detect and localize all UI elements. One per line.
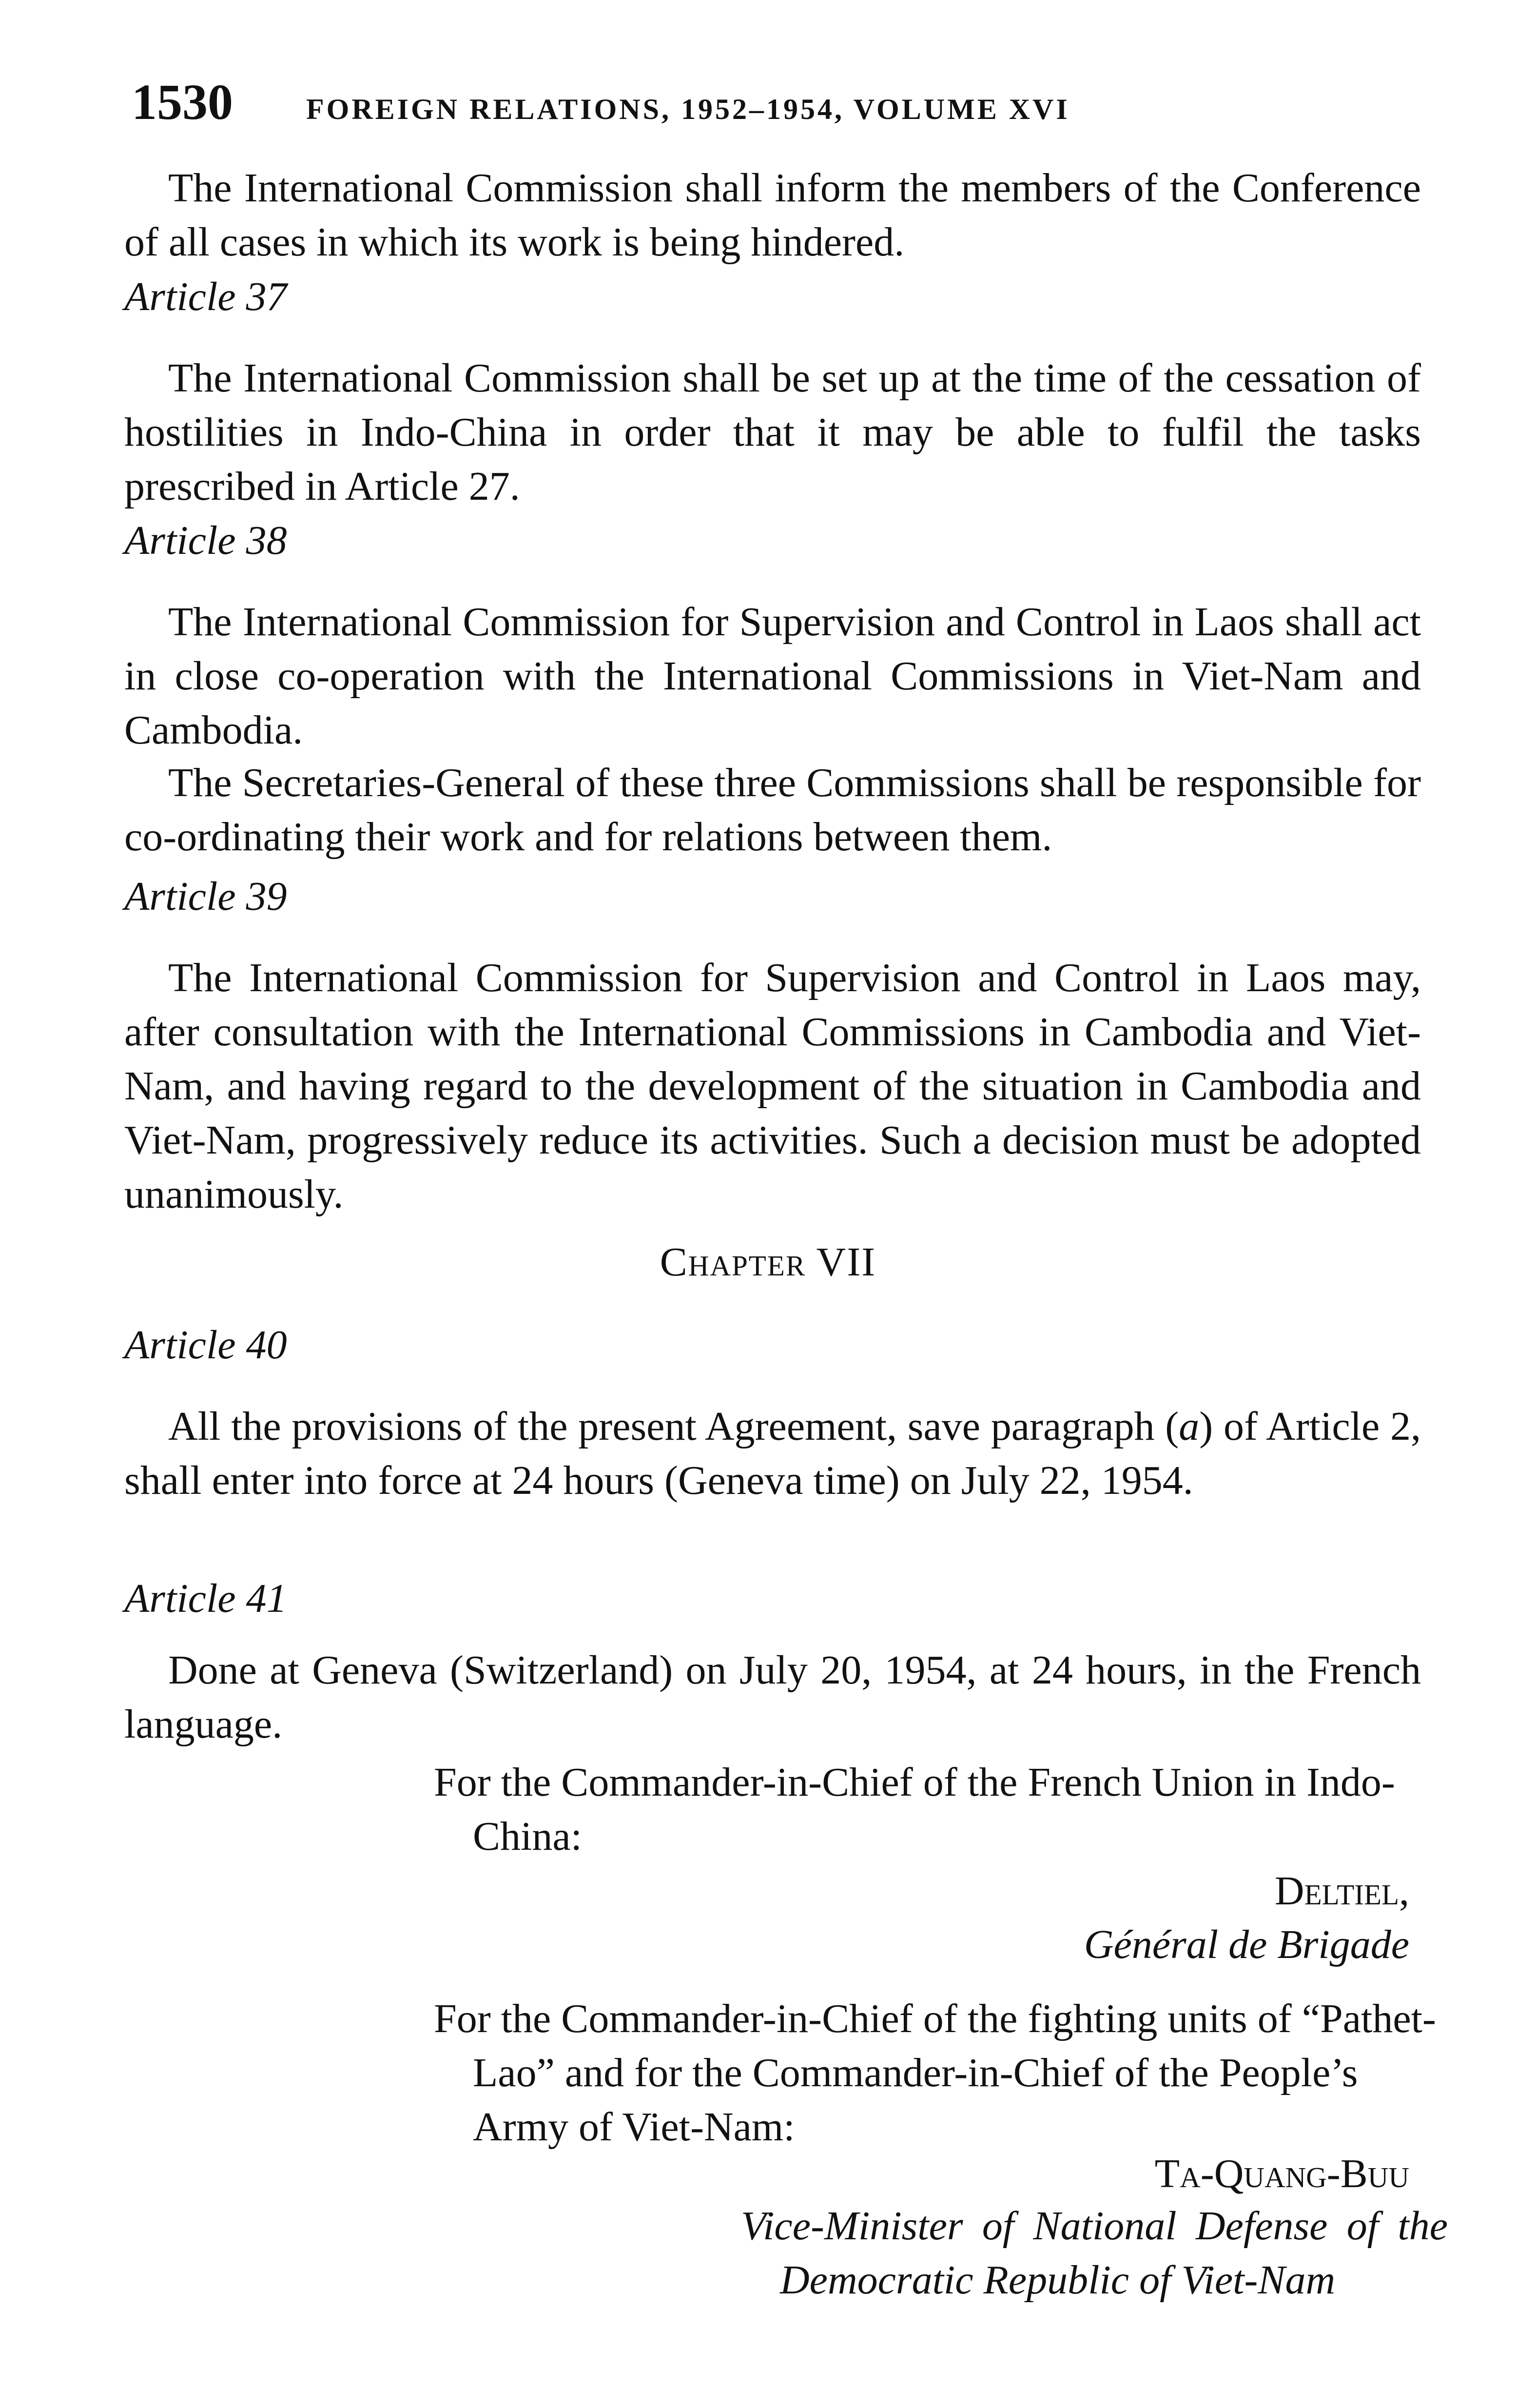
article-38-text-2: The Secretaries-General of these three Commissions shall be responsible for co-ordinating their work and for relations between them. xyxy=(124,760,1421,860)
running-head: FOREIGN RELATIONS, 1952–1954, VOLUME XVI xyxy=(306,93,1070,125)
signature-1-intro: For the Commander-in-Chief of the French Union in Indo-China: xyxy=(434,1760,1395,1859)
article-37-text: The International Commission shall be set up at the time of the cessation of hostilities in Indo-China in order that it may be able to fulfil the tasks prescribed in Article 27. xyxy=(124,355,1421,509)
article-39-heading: Article 39 xyxy=(124,874,287,919)
page-header xyxy=(132,73,1070,131)
article-40-heading: Article 40 xyxy=(124,1322,287,1368)
signature-2-name: Ta-Quang-Buu xyxy=(1154,2151,1409,2196)
article-40-text: All the provisions of the present Agreement, save paragraph (a) of Article 2, shall enter into force at 24 hours (Geneva time) on July 22, 1954. xyxy=(124,1404,1421,1503)
article-41-text: Done at Geneva (Switzerland) on July 20, 1954, at 24 hours, in the French language. xyxy=(124,1647,1421,1747)
signature-2-title: Vice-Minister of National Defense of the Democratic Republic of Viet-Nam xyxy=(741,2203,1448,2303)
page-number: 1530 xyxy=(132,74,233,130)
signature-1-name: Deltiel, xyxy=(1274,1868,1409,1914)
signature-1-title: Général de Brigade xyxy=(1084,1922,1409,1967)
signature-2-intro: For the Commander-in-Chief of the fighting units of “Pathet-Lao” and for the Commander-in-Chief of the People’s Army of Viet-Nam: xyxy=(434,1996,1436,2150)
article-41-heading: Article 41 xyxy=(124,1576,287,1621)
article-38-heading: Article 38 xyxy=(124,518,287,563)
article-39-text: The International Commission for Supervision and Control in Laos may, after consultation with the International Commissions in Cambodia and Viet-Nam, and having regard to the development of the situation in Cambodia and Viet-Nam, progressively reduce its activities. Such a decision must be adopted unanimously. xyxy=(124,955,1421,1217)
article-38-text-1: The International Commission for Supervision and Control in Laos shall act in close co-operation with the International Commissions in Viet-Nam and Cambodia. xyxy=(124,599,1421,753)
paragraph-intro: The International Commission shall inform the members of the Conference of all cases in which its work is being hindered. xyxy=(124,165,1421,265)
chapter-heading: Chapter VII xyxy=(660,1239,876,1285)
article-37-heading: Article 37 xyxy=(124,274,287,319)
